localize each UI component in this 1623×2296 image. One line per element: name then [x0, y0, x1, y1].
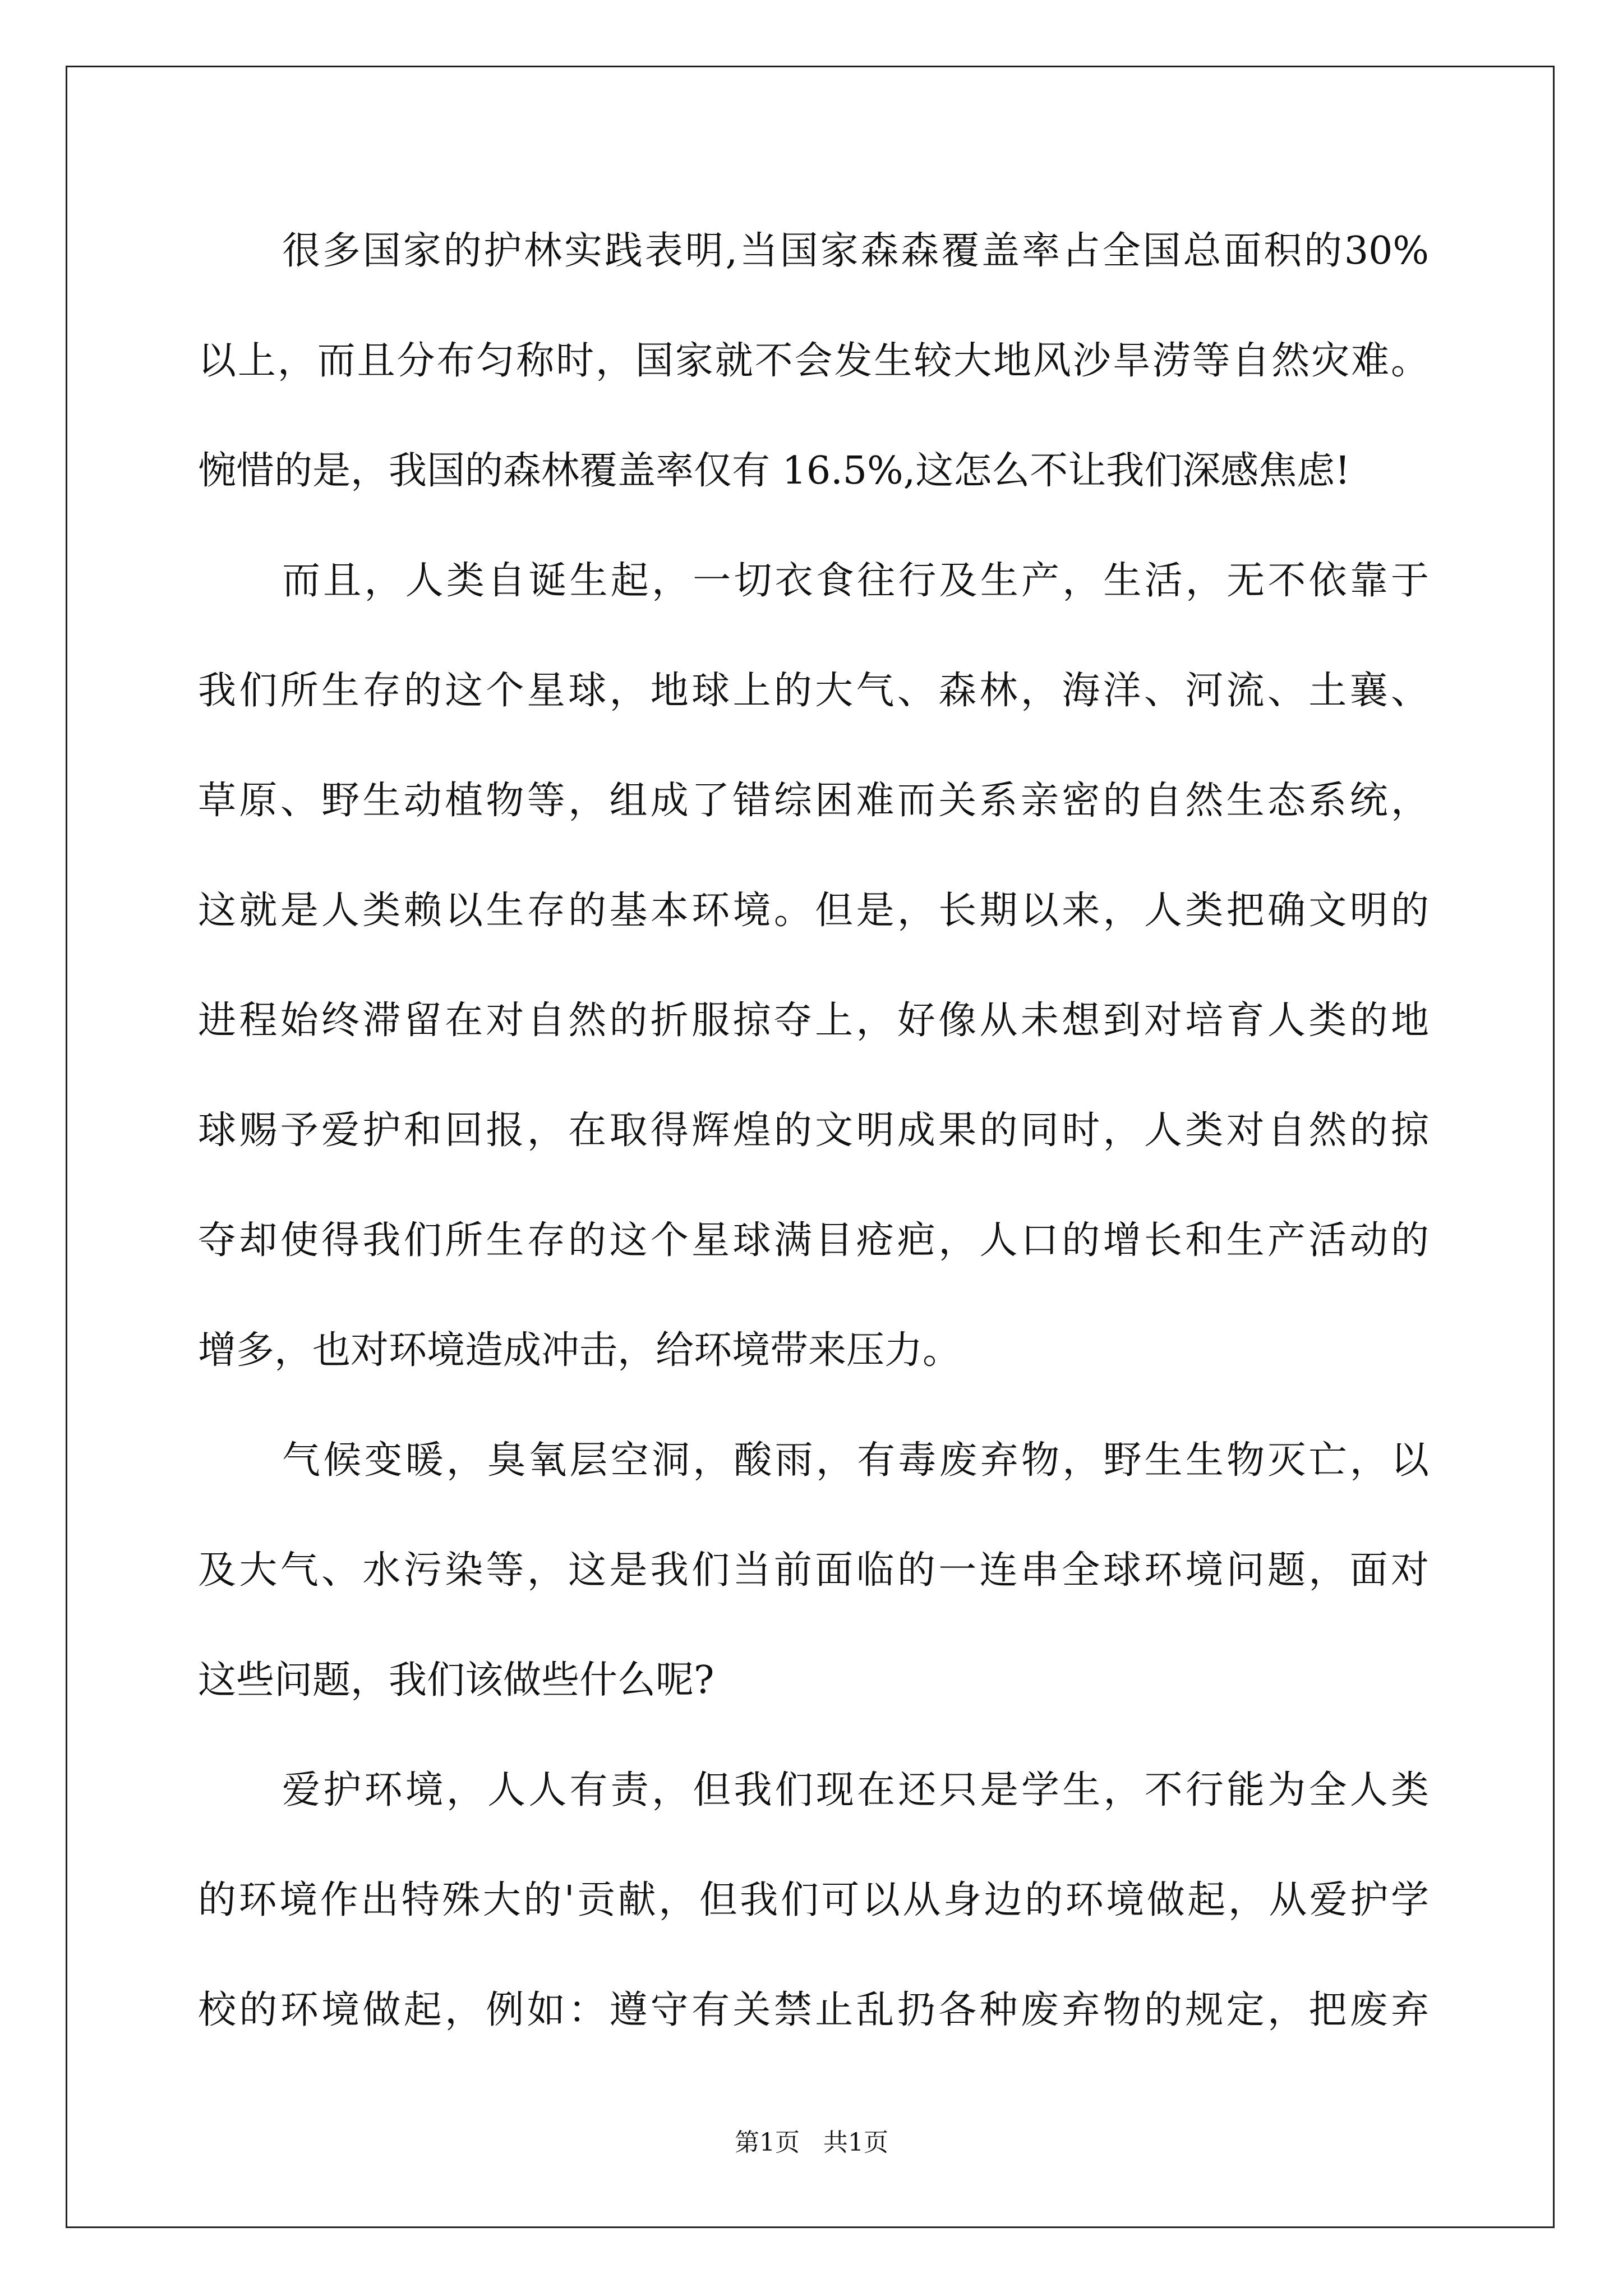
text-line: 我们所生存的这个星球，地球上的大气、森林，海洋、河流、土襄、 — [198, 669, 1429, 713]
page-footer: 第1页 共1页 — [735, 2128, 888, 2157]
text-line: 以上，而且分布匀称时，国家就不会发生较大地风沙旱涝等自然灾难。 — [198, 339, 1429, 383]
text-line: 增多，也对环境造成冲击，给环境带来压力。 — [198, 1328, 961, 1373]
text-line: 球赐予爱护和回报，在取得辉煌的文明成果的同时，人类对自然的掠 — [198, 1108, 1429, 1153]
text-line: 这些问题，我们该做些什么呢? — [198, 1658, 714, 1703]
text-line: 而且，人类自诞生起，一切衣食往行及生产，生活，无不依靠于 — [282, 559, 1429, 603]
text-line: 及大气、水污染等，这是我们当前面临的一连串全球环境问题，面对 — [198, 1548, 1429, 1593]
text-line: 进程始终滞留在对自然的折服掠夺上，好像从未想到对培育人类的地 — [198, 999, 1429, 1043]
text-line: 的环境作出特殊大的'贡献，但我们可以从身边的环境做起，从爱护学 — [198, 1878, 1429, 1922]
text-line: 惋惜的是，我国的森林覆盖率仅有 16.5%,这怎么不让我们深感焦虑! — [198, 449, 1350, 493]
document-body — [198, 218, 1429, 2087]
text-line: 夺却使得我们所生存的这个星球满目疮疤，人口的增长和生产活动的 — [198, 1218, 1429, 1263]
text-line: 校的环境做起，例如：遵守有关禁止乱扔各种废弃物的规定，把废弃 — [198, 1988, 1429, 2032]
text-line: 这就是人类赖以生存的基本环境。但是，长期以来，人类把确文明的 — [198, 889, 1429, 933]
text-line: 很多国家的护林实践表明,当国家森森覆盖率占全国总面积的30% — [282, 229, 1429, 273]
text-line: 气候变暖，臭氧层空洞，酸雨，有毒废弃物，野生生物灭亡，以 — [282, 1438, 1429, 1483]
text-line: 草原、野生动植物等，组成了错综困难而关系亲密的自然生态系统， — [198, 779, 1429, 823]
text-line: 爱护环境，人人有责，但我们现在还只是学生，不行能为全人类 — [282, 1768, 1429, 1812]
